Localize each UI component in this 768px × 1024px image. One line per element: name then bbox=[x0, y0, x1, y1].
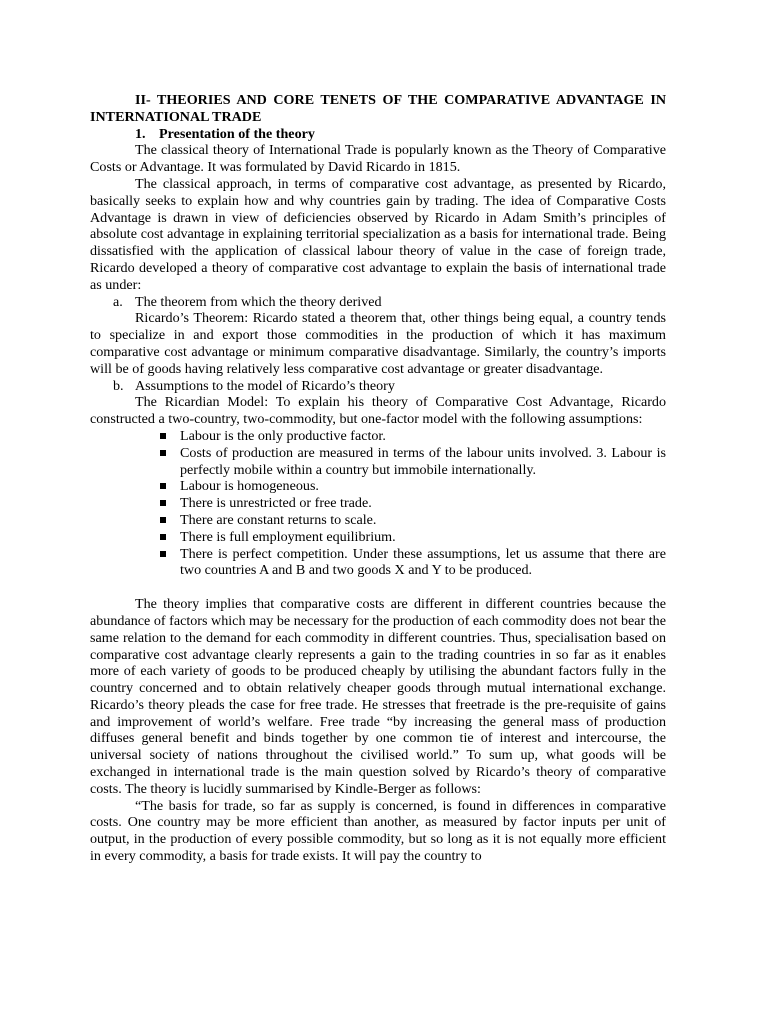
assumptions-list bbox=[90, 428, 666, 579]
list-item bbox=[180, 529, 666, 546]
subsection-1-heading bbox=[90, 126, 666, 143]
list-item bbox=[180, 478, 666, 495]
subsection-1-title: Presentation of the theory bbox=[159, 125, 315, 142]
paragraph-spacer bbox=[90, 579, 666, 596]
square-bullet-icon bbox=[160, 483, 166, 489]
assumption-text: Costs of production are measured in terms of the labour units involved. 3. Labour is perfectly mobile within a country but immobile internationally. bbox=[180, 444, 666, 478]
assumption-text: Labour is the only productive factor. bbox=[180, 427, 386, 444]
paragraph-1: The classical theory of International Trade is popularly known as the Theory of Comparative Costs or Advantage. It was formulated by David Ricardo in 1815. bbox=[90, 142, 666, 176]
document-page bbox=[90, 92, 666, 865]
subsection-b-label: b. bbox=[113, 377, 124, 394]
paragraph-6-quote: “The basis for trade, so far as supply is concerned, is found in differences in comparative costs. One country may be more efficient than another, as measured by factor inputs per unit of output, in the production of every possible commodity, but so long as it is not equally more efficient in every commodity, a basis for trade exists. It will pay the country to bbox=[90, 797, 666, 865]
assumption-text: There is perfect competition. Under these assumptions, let us assume that there are two countries A and B and two goods X and Y to be produced. bbox=[180, 545, 666, 579]
list-item bbox=[180, 512, 666, 529]
subsection-a-label: a. bbox=[113, 293, 123, 310]
paragraph-5: The theory implies that comparative costs are different in different countries because the abundance of factors which may be necessary for the production of each commodity does not bear the same relation to the demand for each commodity in different countries. Thus, specialisation based on comparative cost advantage clearly represents a gain to the trading countries in so far as it enables more of each variety of goods to be produced cheaply by utilising the abundant factors fully in the country concerned and to obtain relatively cheaper goods through mutual international exchange. Ricardo’s theory pleads the case for free trade. He stresses that freetrade is the pre-requisite of gains and improvement of world’s welfare. Free trade “by increasing the general mass of production diffuses general benefit and binds together by one common tie of interest and intercourse, the universal society of nations throughout the civilised world.” To sum up, what goods will be exchanged in international trade is the main question solved by Ricardo’s theory of comparative costs. The theory is lucidly summarised by Kindle-Berger as follows: bbox=[90, 596, 666, 797]
subsection-1-number: 1. bbox=[135, 125, 146, 142]
assumption-text: There is unrestricted or free trade. bbox=[180, 495, 372, 512]
square-bullet-icon bbox=[160, 433, 166, 439]
assumption-text: Labour is homogeneous. bbox=[180, 478, 319, 495]
subsection-b-title: Assumptions to the model of Ricardo’s theory bbox=[135, 377, 395, 394]
square-bullet-icon bbox=[160, 500, 166, 506]
square-bullet-icon bbox=[160, 551, 166, 557]
square-bullet-icon bbox=[160, 517, 166, 523]
list-item bbox=[180, 428, 666, 445]
subsection-a-heading bbox=[90, 294, 666, 311]
square-bullet-icon bbox=[160, 450, 166, 456]
paragraph-4: The Ricardian Model: To explain his theory of Comparative Cost Advantage, Ricardo constructed a two-country, two-commodity, but one-factor model with the following assumptions: bbox=[90, 394, 666, 428]
subsection-b-heading bbox=[90, 378, 666, 395]
paragraph-2: The classical approach, in terms of comparative cost advantage, as presented by Ricardo, basically seeks to explain how and why countries gain by trading. The idea of Comparative Costs Advantage is drawn in view of deficiencies observed by Ricardo in Adam Smith’s principles of absolute cost advantage in explaining territorial specialization as a basis for international trade. Being dissatisfied with the application of classical labour theory of value in the case of foreign trade, Ricardo developed a theory of comparative cost advantage to explain the basis of international trade as under: bbox=[90, 175, 666, 293]
list-item bbox=[180, 445, 666, 479]
paragraph-3: Ricardo’s Theorem: Ricardo stated a theorem that, other things being equal, a country tends to specialize in and export those commodities in the production of which it has maximum comparative cost advantage or minimum comparative disadvantage. Similarly, the country’s imports will be of goods having relatively less comparative cost advantage or greater disadvantage. bbox=[90, 310, 666, 377]
section-heading: II- THEORIES AND CORE TENETS OF THE COMPARATIVE ADVANTAGE IN INTERNATIONAL TRADE bbox=[90, 92, 666, 125]
square-bullet-icon bbox=[160, 534, 166, 540]
assumption-text: There is full employment equilibrium. bbox=[180, 528, 396, 545]
assumption-text: There are constant returns to scale. bbox=[180, 511, 377, 528]
list-item bbox=[180, 546, 666, 580]
list-item bbox=[180, 495, 666, 512]
subsection-a-title: The theorem from which the theory derived bbox=[135, 293, 382, 310]
